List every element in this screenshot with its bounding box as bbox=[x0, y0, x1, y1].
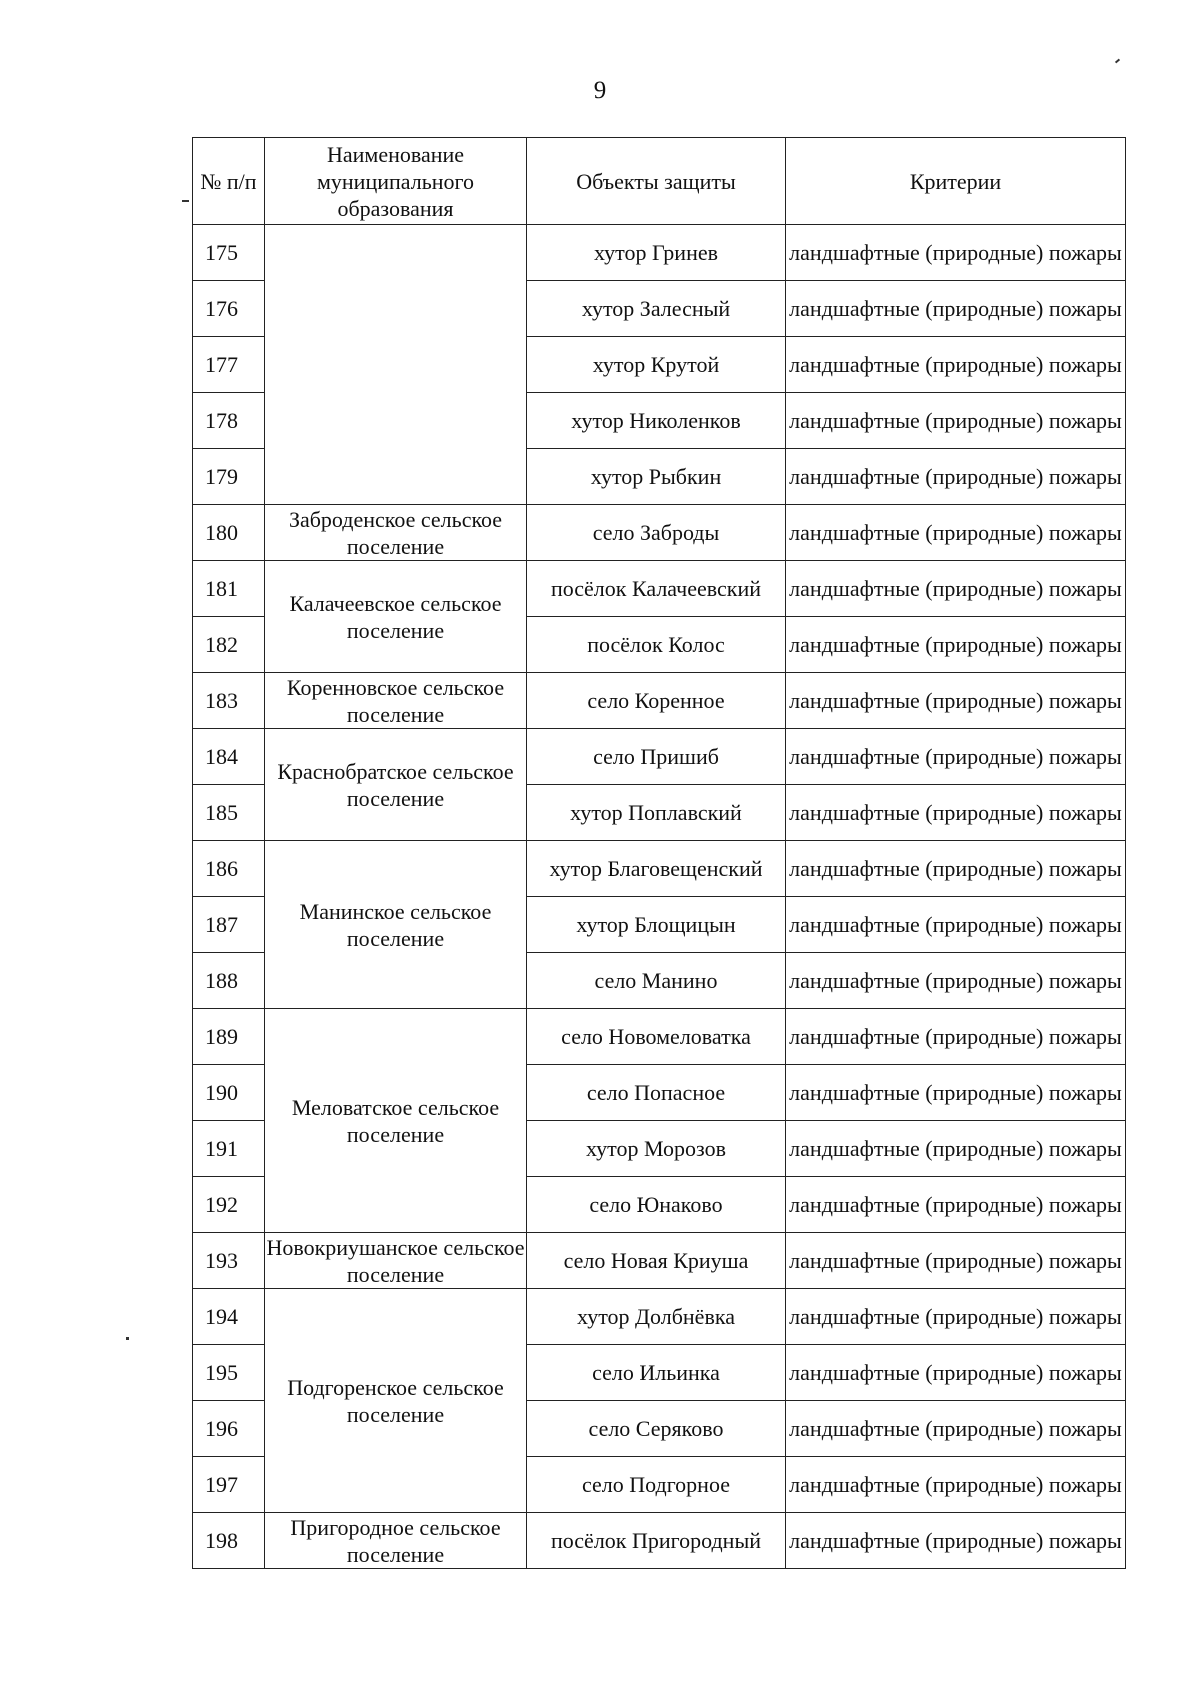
criteria-cell: ландшафтные (природные) пожары bbox=[786, 337, 1126, 393]
table-row bbox=[193, 225, 1126, 281]
table-body bbox=[193, 225, 1126, 1569]
criteria-cell: ландшафтные (природные) пожары bbox=[786, 281, 1126, 337]
protection-objects-table bbox=[192, 137, 1126, 1569]
protection-object-cell: хутор Блощицын bbox=[527, 897, 786, 953]
row-number: 176 bbox=[193, 281, 265, 337]
protection-object-cell: село Заброды bbox=[527, 505, 786, 561]
criteria-cell: ландшафтные (природные) пожары bbox=[786, 449, 1126, 505]
protection-object-cell: хутор Поплавский bbox=[527, 785, 786, 841]
table-row bbox=[193, 1513, 1126, 1569]
protection-object-cell: село Новомеловатка bbox=[527, 1009, 786, 1065]
criteria-cell: ландшафтные (природные) пожары bbox=[786, 953, 1126, 1009]
criteria-cell: ландшафтные (природные) пожары bbox=[786, 1177, 1126, 1233]
scan-mark bbox=[182, 200, 189, 202]
criteria-cell: ландшафтные (природные) пожары bbox=[786, 561, 1126, 617]
criteria-cell: ландшафтные (природные) пожары bbox=[786, 673, 1126, 729]
table-row bbox=[193, 1289, 1126, 1345]
row-number: 175 bbox=[193, 225, 265, 281]
row-number: 187 bbox=[193, 897, 265, 953]
municipality-cell bbox=[265, 225, 527, 505]
row-number: 190 bbox=[193, 1065, 265, 1121]
header-num: № п/п bbox=[193, 138, 265, 225]
criteria-cell: ландшафтные (природные) пожары bbox=[786, 505, 1126, 561]
page-number: 9 bbox=[593, 77, 607, 104]
criteria-cell: ландшафтные (природные) пожары bbox=[786, 1513, 1126, 1569]
criteria-cell: ландшафтные (природные) пожары bbox=[786, 729, 1126, 785]
protection-object-cell: хутор Долбнёвка bbox=[527, 1289, 786, 1345]
row-number: 189 bbox=[193, 1009, 265, 1065]
row-number: 186 bbox=[193, 841, 265, 897]
row-number: 191 bbox=[193, 1121, 265, 1177]
municipality-cell: Пригородное сельское поселение bbox=[265, 1513, 527, 1569]
municipality-cell: Новокриушанское сельское поселение bbox=[266, 1234, 525, 1287]
row-number: 188 bbox=[193, 953, 265, 1009]
row-number: 196 bbox=[193, 1401, 265, 1457]
criteria-cell: ландшафтные (природные) пожары bbox=[786, 1345, 1126, 1401]
criteria-cell: ландшафтные (природные) пожары bbox=[786, 841, 1126, 897]
municipality-cell: Меловатское сельское поселение bbox=[265, 1009, 527, 1233]
protection-object-cell: хутор Благовещенский bbox=[527, 841, 786, 897]
table-row bbox=[193, 729, 1126, 785]
municipality-cell: Краснобратское сельское поселение bbox=[265, 729, 527, 841]
protection-object-cell: село Попасное bbox=[527, 1065, 786, 1121]
criteria-cell: ландшафтные (природные) пожары bbox=[786, 897, 1126, 953]
row-number: 182 bbox=[193, 617, 265, 673]
row-number: 181 bbox=[193, 561, 265, 617]
criteria-cell: ландшафтные (природные) пожары bbox=[786, 1457, 1126, 1513]
protection-object-cell: хутор Морозов bbox=[527, 1121, 786, 1177]
protection-object-cell: село Манино bbox=[527, 953, 786, 1009]
table-header-row bbox=[193, 138, 1126, 225]
protection-object-cell: хутор Рыбкин bbox=[527, 449, 786, 505]
criteria-cell: ландшафтные (природные) пожары bbox=[786, 393, 1126, 449]
criteria-cell: ландшафтные (природные) пожары bbox=[786, 1009, 1126, 1065]
header-municipality: Наименование муниципального образования bbox=[265, 138, 527, 225]
row-number: 178 bbox=[193, 393, 265, 449]
table-row bbox=[193, 505, 1126, 561]
header-objects: Объекты защиты bbox=[527, 138, 786, 225]
protection-object-cell: хутор Крутой bbox=[527, 337, 786, 393]
protection-object-cell: село Ильинка bbox=[527, 1345, 786, 1401]
row-number: 179 bbox=[193, 449, 265, 505]
header-criteria: Критерии bbox=[786, 138, 1126, 225]
protection-object-cell: село Пришиб bbox=[527, 729, 786, 785]
row-number: 177 bbox=[193, 337, 265, 393]
municipality-cell: Манинское сельское поселение bbox=[265, 841, 527, 1009]
criteria-cell: ландшафтные (природные) пожары bbox=[786, 1289, 1126, 1345]
row-number: 197 bbox=[193, 1457, 265, 1513]
protection-object-cell: село Серяково bbox=[527, 1401, 786, 1457]
criteria-cell: ландшафтные (природные) пожары bbox=[786, 1401, 1126, 1457]
criteria-cell: ландшафтные (природные) пожары bbox=[786, 1121, 1126, 1177]
table-row bbox=[193, 1233, 1126, 1289]
criteria-cell: ландшафтные (природные) пожары bbox=[786, 617, 1126, 673]
row-number: 183 bbox=[193, 673, 265, 729]
protection-object-cell: посёлок Колос bbox=[527, 617, 786, 673]
row-number: 180 bbox=[193, 505, 265, 561]
row-number: 192 bbox=[193, 1177, 265, 1233]
table-row bbox=[193, 841, 1126, 897]
table-row bbox=[193, 561, 1126, 617]
protection-object-cell: хутор Гринев bbox=[527, 225, 786, 281]
criteria-cell: ландшафтные (природные) пожары bbox=[786, 785, 1126, 841]
protection-object-cell: село Коренное bbox=[527, 673, 786, 729]
criteria-cell: ландшафтные (природные) пожары bbox=[786, 225, 1126, 281]
protection-object-cell: хутор Николенков bbox=[527, 393, 786, 449]
row-number: 193 bbox=[193, 1233, 265, 1289]
table-row bbox=[193, 1009, 1126, 1065]
municipality-cell: Подгоренское сельское поселение bbox=[265, 1289, 527, 1513]
criteria-cell: ландшафтные (природные) пожары bbox=[786, 1233, 1126, 1289]
table-row bbox=[193, 673, 1126, 729]
protection-object-cell: посёлок Калачеевский bbox=[527, 561, 786, 617]
municipality-cell: Калачеевское сельское поселение bbox=[265, 561, 527, 673]
protection-object-cell: село Подгорное bbox=[527, 1457, 786, 1513]
scan-mark bbox=[1115, 59, 1120, 64]
row-number: 184 bbox=[193, 729, 265, 785]
row-number: 194 bbox=[193, 1289, 265, 1345]
protection-object-cell: посёлок Пригородный bbox=[527, 1513, 786, 1569]
municipality-cell: Коренновское сельское поселение bbox=[265, 673, 527, 729]
protection-object-cell: село Юнаково bbox=[527, 1177, 786, 1233]
row-number: 195 bbox=[193, 1345, 265, 1401]
scan-mark bbox=[126, 1337, 129, 1340]
protection-object-cell: хутор Залесный bbox=[527, 281, 786, 337]
criteria-cell: ландшафтные (природные) пожары bbox=[786, 1065, 1126, 1121]
municipality-cell: Заброденское сельское поселение bbox=[265, 505, 527, 561]
protection-object-cell: село Новая Криуша bbox=[527, 1233, 786, 1289]
row-number: 185 bbox=[193, 785, 265, 841]
row-number: 198 bbox=[193, 1513, 265, 1569]
